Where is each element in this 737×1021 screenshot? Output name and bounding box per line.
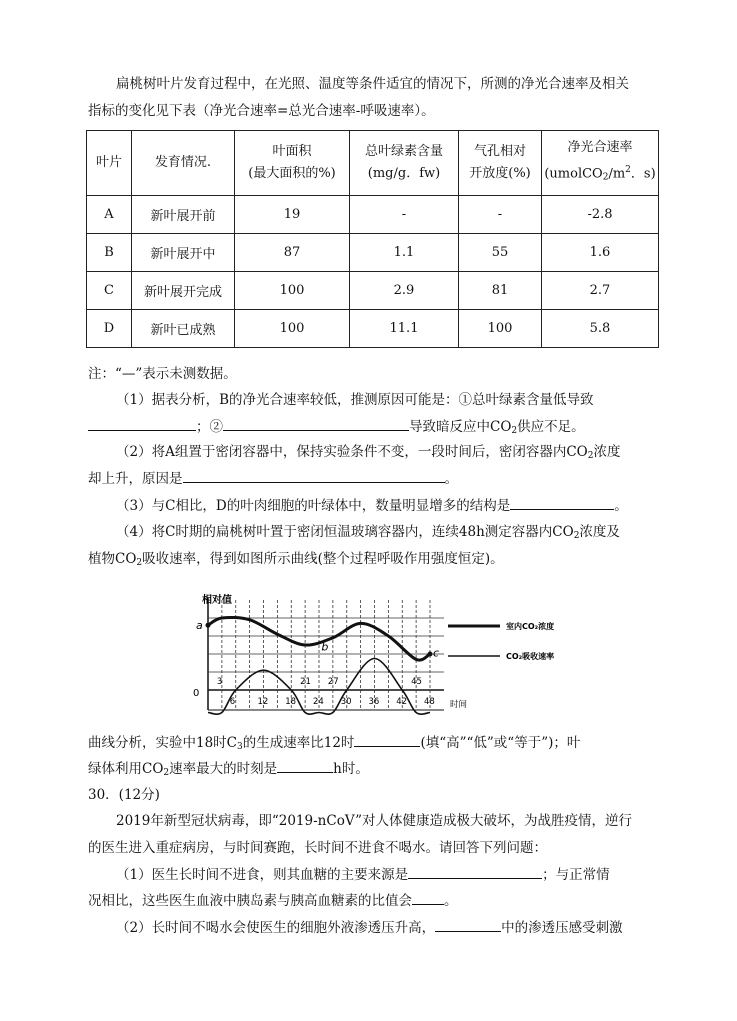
answer-blank[interactable] xyxy=(223,416,409,431)
x-tick-label: 6 xyxy=(229,697,236,707)
legend-label-co2-absorption: CO₂吸收速率 xyxy=(506,652,555,661)
cell-chlorophyll: 1.1 xyxy=(350,234,459,272)
cell-leaf: A xyxy=(87,196,132,234)
y-axis-label: 相对值 xyxy=(202,595,232,606)
q1-line-1: （1）据表分析，B的净光合速率较低，推测原因可能是：①总叶绿素含量低导致 xyxy=(116,392,594,408)
cell-stage: 新叶展开完成 xyxy=(132,272,235,310)
q1-line-2: ；② 导致暗反应中$CO_2$供应不足。 xyxy=(88,416,585,441)
q4-line-1: （4）将C时期的扁桃树叶置于密闭恒温玻璃容器内，连续48h测定容器内$CO_2$浓度及 xyxy=(116,524,620,541)
cell-leaf: D xyxy=(87,310,132,348)
cell-chlorophyll: - xyxy=(350,196,459,234)
cell-stomata: 100 xyxy=(459,310,542,348)
header-leaf: 叶片 xyxy=(87,131,132,196)
q2-line-1: （2）将A组置于密闭容器中，保持实验条件不变，一段时间后，密闭容器内$CO_2$浓度 xyxy=(116,444,621,461)
cell-stomata: - xyxy=(459,196,542,234)
header-area: 叶面积 (最大面积的%) xyxy=(235,131,350,196)
legend-label-co2-concentration: 室内CO₂浓度 xyxy=(506,622,555,631)
point-label-c: c xyxy=(433,646,440,660)
answer-blank[interactable] xyxy=(183,468,445,483)
table-row xyxy=(87,234,659,272)
header-net-rate: 净光合速率 ($umolCO_2/m^2$．s) xyxy=(542,131,659,196)
leaf-data-table xyxy=(86,130,659,348)
cell-chlorophyll: 11.1 xyxy=(350,310,459,348)
answer-blank[interactable] xyxy=(408,864,542,879)
q3-line: （3）与C相比，D的叶肉细胞的叶绿体中，数量明显增多的结构是 。 xyxy=(88,495,628,516)
cell-net-rate: 2.7 xyxy=(542,272,659,310)
cell-leaf: B xyxy=(87,234,132,272)
q4-analysis-line-1: 曲线分析，实验中18时$C_3$的生成速率比12时 (填“高”“低”或“等于”)；叶 xyxy=(88,732,580,757)
answer-blank[interactable] xyxy=(412,890,444,905)
answer-blank[interactable] xyxy=(277,758,333,773)
table-row xyxy=(87,310,659,348)
table-note: 注：“—”表示未测数据。 xyxy=(88,366,237,382)
x-axis-label: 时间 xyxy=(450,700,468,710)
point-label-b: b xyxy=(321,640,329,654)
q30-intro-line-2: 的医生进入重症病房，与时间赛跑，长时间不进食不喝水。请回答下列问题： xyxy=(88,840,547,856)
point-marker-a xyxy=(206,623,211,628)
x-tick-label: 24 xyxy=(313,697,324,707)
cell-stage: 新叶展开前 xyxy=(132,196,235,234)
intro-line-1: 扁桃树叶片发育过程中，在光照、温度等条件适宜的情况下，所测的净光合速率及相关 xyxy=(116,76,629,92)
x-tick-label: 18 xyxy=(285,697,297,707)
header-stomata: 气孔相对 开放度(%) xyxy=(459,131,542,196)
co2-chart xyxy=(190,590,560,720)
q2-line-2: 却上升，原因是 。 xyxy=(88,468,458,489)
cell-area: 100 xyxy=(235,310,350,348)
origin-label: 0 xyxy=(193,688,200,699)
table-row xyxy=(87,196,659,234)
table-header-row xyxy=(87,131,659,196)
x-tick-label: 36 xyxy=(368,697,380,707)
q30-intro-line-1: 2019年新型冠状病毒，即“2019-nCoV”对人体健康造成极大破坏，为战胜疫情，逆行 xyxy=(116,813,632,829)
x-tick-label: 3 xyxy=(216,677,223,687)
intro-line-2: 指标的变化见下表（净光合速率=总光合速率-呼吸速率）。 xyxy=(88,103,435,119)
cell-net-rate: -2.8 xyxy=(542,196,659,234)
q4-analysis-line-2: 绿体利用$CO_2$速率最大的时刻是 h时。 xyxy=(88,758,369,783)
point-label-a: a xyxy=(196,619,203,633)
cell-net-rate: 1.6 xyxy=(542,234,659,272)
table-row xyxy=(87,272,659,310)
q4-line-2: 植物$CO_2$吸收速率，得到如图所示曲线(整个过程呼吸作用强度恒定)。 xyxy=(88,551,504,568)
x-tick-label: 21 xyxy=(300,677,311,687)
answer-blank[interactable] xyxy=(435,917,501,932)
x-tick-label: 42 xyxy=(396,697,408,707)
cell-leaf: C xyxy=(87,272,132,310)
x-tick-label: 45 xyxy=(411,677,422,687)
question-30-header: 30．(12分) xyxy=(88,787,160,803)
q30-q1-line-2: 况相比，这些医生血液中胰岛素与胰高血糖素的比值会 。 xyxy=(88,890,458,911)
q30-q1-line-1: （1）医生长时间不进食，则其血糖的主要来源是 ；与正常情 xyxy=(88,864,610,885)
cell-stage: 新叶已成熟 xyxy=(132,310,235,348)
cell-area: 100 xyxy=(235,272,350,310)
cell-area: 19 xyxy=(235,196,350,234)
x-tick-label: 48 xyxy=(424,697,435,707)
header-chlorophyll: 总叶绿素含量 (mg/g．fw) xyxy=(350,131,459,196)
q30-q2-line-1: （2）长时间不喝水会使医生的细胞外液渗透压升高， 中的渗透压感受刺激 xyxy=(88,917,623,938)
cell-area: 87 xyxy=(235,234,350,272)
x-tick-label: 27 xyxy=(327,677,339,687)
cell-stomata: 55 xyxy=(459,234,542,272)
answer-blank[interactable] xyxy=(354,732,420,747)
cell-chlorophyll: 2.9 xyxy=(350,272,459,310)
header-stage: 发育情况. xyxy=(132,131,235,196)
cell-stage: 新叶展开中 xyxy=(132,234,235,272)
cell-net-rate: 5.8 xyxy=(542,310,659,348)
answer-blank[interactable] xyxy=(88,416,196,431)
answer-blank[interactable] xyxy=(510,495,614,510)
point-marker-c xyxy=(428,652,433,657)
x-tick-label: 12 xyxy=(257,697,269,707)
x-tick-label: 30 xyxy=(340,697,352,707)
cell-stomata: 81 xyxy=(459,272,542,310)
